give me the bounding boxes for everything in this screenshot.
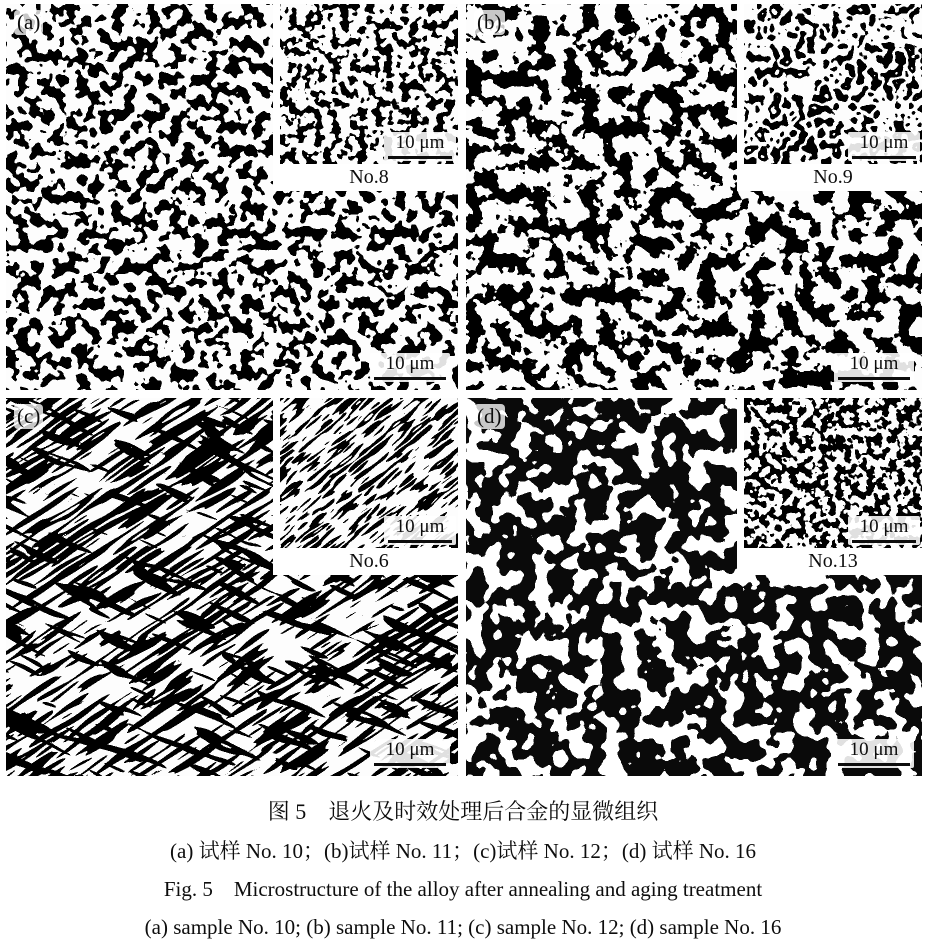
panel-a-scale-bar — [370, 353, 450, 382]
panel-b — [466, 4, 922, 390]
panel-c-inset-label: No.6 — [349, 550, 389, 572]
figure-caption — [0, 792, 926, 946]
panel-c-label: (c) — [14, 404, 43, 429]
scale-bar-line — [388, 540, 452, 543]
scale-bar-line — [374, 377, 446, 380]
panel-c-inset-scale-bar — [384, 516, 456, 545]
scale-bar-line — [838, 377, 910, 380]
panel-a-inset-micrograph — [280, 4, 458, 164]
panel-d-inset — [737, 398, 922, 575]
panel-b-inset-scale-bar — [848, 132, 920, 161]
panel-c-scale-bar — [370, 739, 450, 768]
panel-b-scale-bar — [834, 353, 914, 382]
scale-bar-text: 10 μm — [385, 353, 435, 375]
scale-bar-line — [374, 763, 446, 766]
panel-a-inset-scale-bar — [384, 132, 456, 161]
scale-bar-line — [838, 763, 910, 766]
scale-bar-line — [852, 156, 916, 159]
panel-d-scale-bar — [834, 739, 914, 768]
caption-en-subtitle: (a) sample No. 10; (b) sample No. 11; (c) sample No. 12; (d) sample No. 16 — [144, 915, 782, 939]
panel-b-label: (b) — [474, 10, 505, 35]
panel-b-inset-label: No.9 — [813, 166, 853, 188]
caption-zh-subtitle: (a) 试样 No. 10；(b)试样 No. 11；(c)试样 No. 12；(d) 试样 No. 16 — [170, 839, 756, 863]
panel-b-inset — [737, 4, 922, 191]
scale-bar-text: 10 μm — [859, 516, 909, 538]
panel-d-label: (d) — [474, 404, 505, 429]
caption-en-title: Fig. 5 Microstructure of the alloy after annealing and aging treatment — [163, 877, 763, 901]
scale-bar-line — [852, 540, 916, 543]
panel-a-label: (a) — [14, 10, 43, 35]
scale-bar-text: 10 μm — [849, 739, 899, 761]
panel-c-inset-micrograph — [280, 398, 458, 548]
panel-c-inset — [273, 398, 458, 575]
caption-zh-title: 图 5 退火及时效处理后合金的显微组织 — [267, 799, 659, 824]
panel-b-inset-micrograph — [744, 4, 922, 164]
scale-bar-text: 10 μm — [859, 132, 909, 154]
panel-d-inset-scale-bar — [848, 516, 920, 545]
panel-d-inset-micrograph — [744, 398, 922, 548]
panel-d-inset-label: No.13 — [808, 550, 858, 572]
panel-a-inset — [273, 4, 458, 191]
scale-bar-text: 10 μm — [395, 132, 445, 154]
scale-bar-text: 10 μm — [385, 739, 435, 761]
panel-d — [466, 398, 922, 776]
scale-bar-text: 10 μm — [395, 516, 445, 538]
scale-bar-line — [388, 156, 452, 159]
panel-a — [6, 4, 458, 390]
panel-c — [6, 398, 458, 776]
scale-bar-text: 10 μm — [849, 353, 899, 375]
panel-a-inset-label: No.8 — [349, 166, 389, 188]
